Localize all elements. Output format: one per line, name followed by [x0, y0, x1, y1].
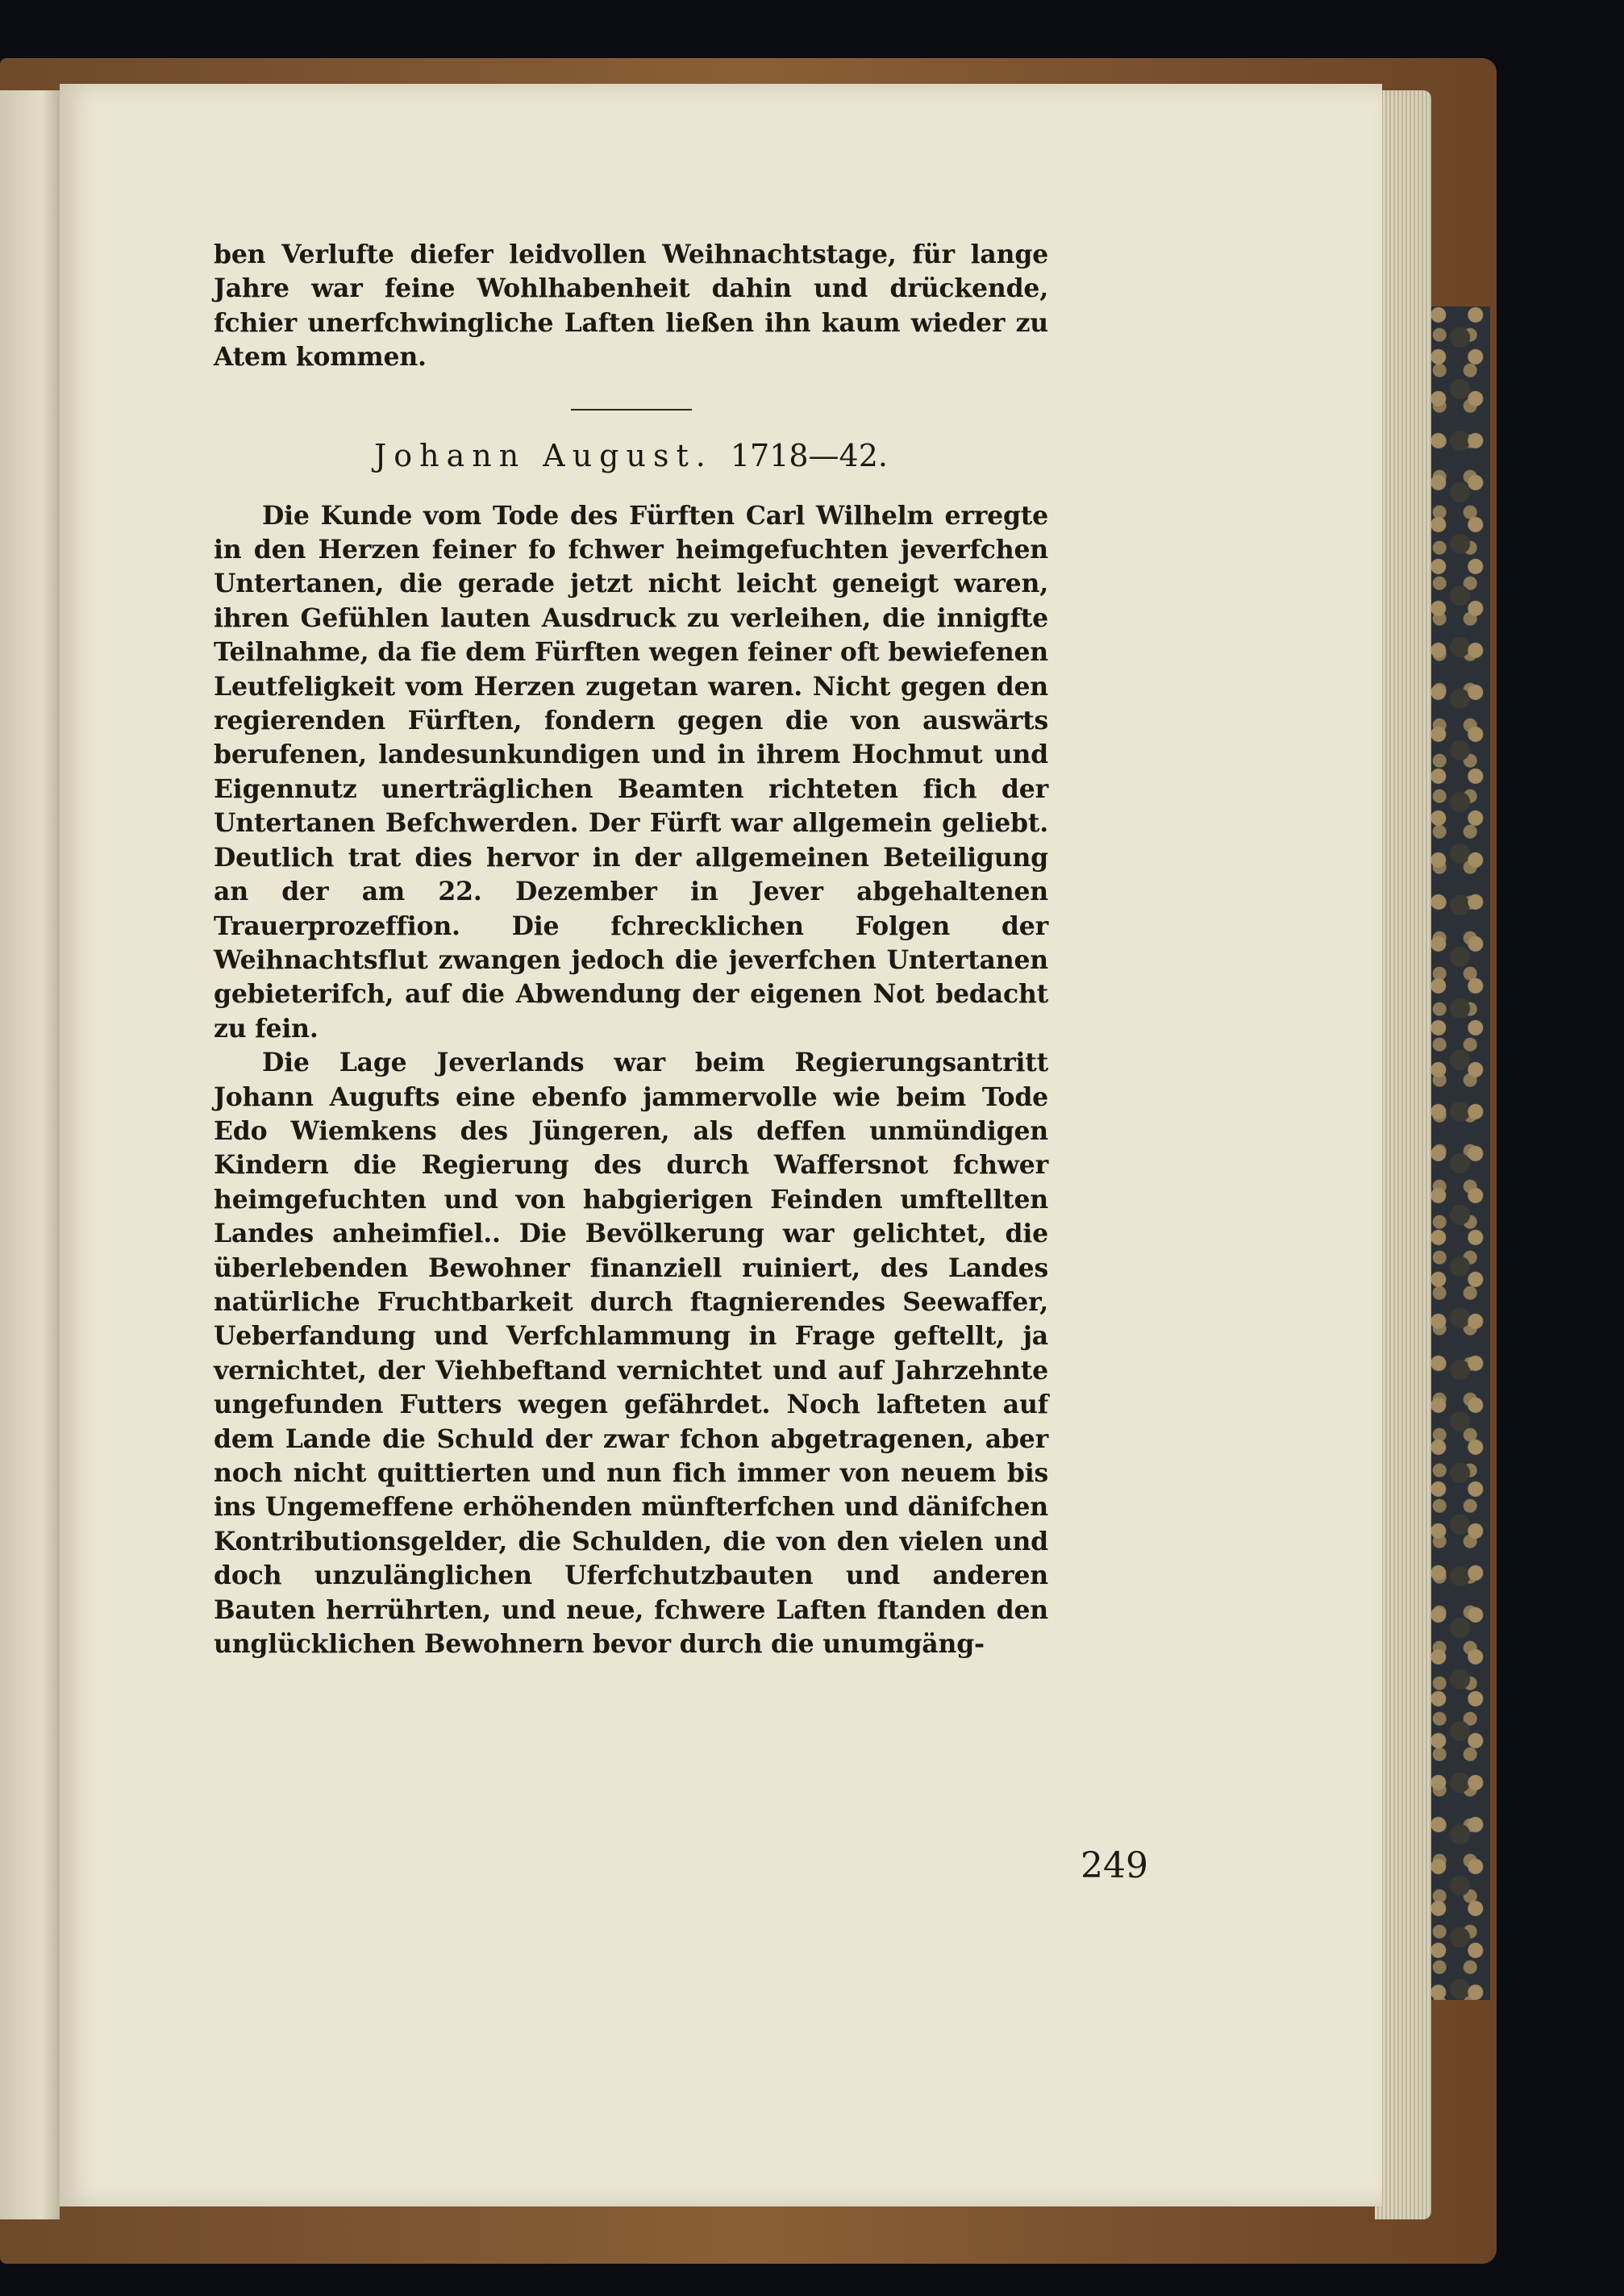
page-edges [1375, 90, 1431, 2219]
marbled-edge [1427, 306, 1490, 2000]
paragraph-2: Die Lage Jeverlands war beim Regierungsantritt Johann Augufts eine ebenfo jammervolle wie beim Tode Edo Wiemkens des Jüngeren, als deffen unmündigen Kindern die Regierung des durch Waffersnot fchwer heimgefuchten und von habgierigen Feinden umftellten Landes anheimfiel.. Die Bevölkerung war gelichtet, die überlebenden Bewohner finanziell ruiniert, des Landes natürliche Fruchtbarkeit durch ftagnierendes Seewaffer, Ueberfandung und Verfchlammung in Frage geftellt, ja vernichtet, der Viehbeftand vernichtet und auf Jahrzehnte ungefunden Futters wegen gefährdet. Noch lafteten auf dem Lande die Schuld der zwar fchon abgetragenen, aber noch nicht quittierten und nun fich immer von neuem bis ins Ungemeffene erhöhenden münfterfchen und dänifchen Kontributionsgelder, die Schulden, die von den vielen und doch unzulänglichen Uferfchutzbauten und anderen Bauten herrührten, und neue, fchwere Laften ftanden den unglücklichen Bewohnern bevor durch die unumgäng- [214, 1048, 1048, 1660]
page-number: 249 [1081, 1845, 1148, 1886]
page-text [214, 238, 1048, 1661]
heading-years: 1718—42. [730, 437, 888, 473]
paragraph-1: Die Kunde vom Tode des Fürften Carl Wilhelm erregte in den Herzen feiner fo fchwer heimgefuchten jeverfchen Untertanen, die gerade jetzt nicht leicht geneigt waren, ihren Gefühlen lauten Ausdruck zu verleihen, die innigfte Teilnahme, da fie dem Fürften wegen feiner oft bewiefenen Leutfeligkeit vom Herzen zugetan waren. Nicht gegen den regierenden Fürften, fondern gegen die von auswärts berufenen, landesunkundigen und in ihrem Hochmut und Eigennutz unerträglichen Beamten richteten fich der Untertanen Befchwerden. Der Fürft war allgemein geliebt. Deutlich trat dies hervor in der allgemeinen Beteiligung an der am 22. Dezember in Jever abgehaltenen Trauerprozeffion. Die fchrecklichen Folgen der Weihnachtsflut zwangen jedoch die jeverfchen Untertanen gebieterifch, auf die Abwendung der eigenen Not bedacht zu fein. [214, 500, 1048, 1044]
heading-name: Johann August. [374, 437, 713, 473]
intro-paragraph: ben Verlufte diefer leidvollen Weihnachtstage, für lange Jahre war feine Wohlhabenheit dahin und drückende, fchier unerfchwingliche Laften ließen ihn kaum wieder zu Atem kommen. [214, 240, 1048, 373]
section-heading [214, 436, 1048, 475]
section-divider [571, 409, 692, 410]
previous-page-edge [0, 90, 60, 2219]
